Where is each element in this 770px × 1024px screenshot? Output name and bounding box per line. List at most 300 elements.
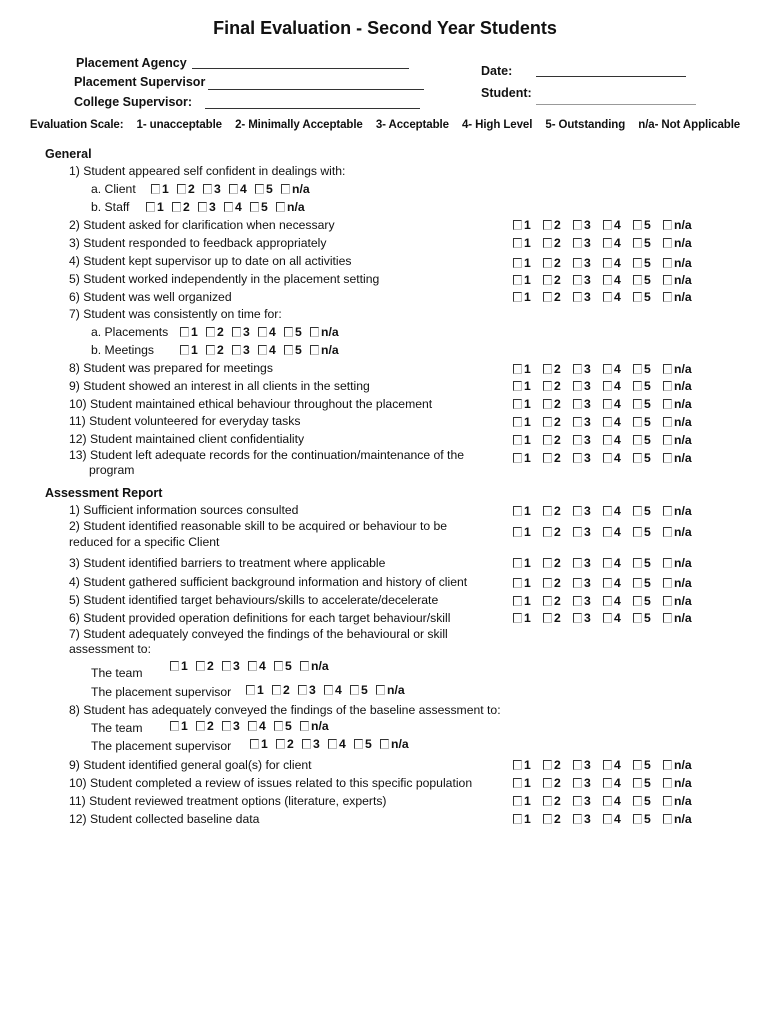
question-text: 3) Student responded to feedback appropriately	[69, 236, 327, 250]
rating-checkbox[interactable]	[663, 364, 672, 374]
rating-option-label: 5	[295, 343, 302, 357]
rating-checkbox[interactable]	[663, 381, 672, 391]
rating-checkbox[interactable]	[573, 238, 582, 248]
rating-checkbox[interactable]	[248, 721, 257, 731]
rating-checkbox[interactable]	[513, 275, 522, 285]
rating-checkbox[interactable]	[196, 661, 205, 671]
rating-checkbox[interactable]	[633, 796, 642, 806]
rating-option-label: 5	[644, 812, 651, 826]
evaluation-scale	[0, 119, 770, 131]
rating-checkbox[interactable]	[603, 796, 612, 806]
rating-option-label: n/a	[321, 343, 339, 357]
rating-option	[663, 556, 692, 570]
rating-checkbox[interactable]	[513, 381, 522, 391]
rating-option	[663, 433, 692, 447]
rating-checkbox[interactable]	[146, 202, 155, 212]
rating-checkbox[interactable]	[350, 685, 359, 695]
rating-checkbox[interactable]	[258, 345, 267, 355]
rating-row	[146, 200, 309, 214]
rating-checkbox[interactable]	[513, 417, 522, 427]
rating-row	[513, 290, 696, 304]
rating-checkbox[interactable]	[603, 814, 612, 824]
rating-option	[573, 397, 599, 411]
rating-checkbox[interactable]	[633, 613, 642, 623]
rating-checkbox[interactable]	[513, 364, 522, 374]
rating-checkbox[interactable]	[246, 685, 255, 695]
rating-checkbox[interactable]	[224, 202, 233, 212]
rating-checkbox[interactable]	[196, 721, 205, 731]
rating-option	[633, 758, 659, 772]
rating-checkbox[interactable]	[603, 558, 612, 568]
rating-checkbox[interactable]	[603, 292, 612, 302]
rating-checkbox[interactable]	[573, 399, 582, 409]
rating-checkbox[interactable]	[206, 327, 215, 337]
rating-option-label: n/a	[674, 776, 692, 790]
rating-row	[513, 594, 696, 608]
rating-checkbox[interactable]	[603, 760, 612, 770]
rating-option	[573, 794, 599, 808]
rating-option-label: 4	[259, 719, 266, 733]
rating-checkbox[interactable]	[543, 613, 552, 623]
rating-option	[180, 325, 202, 339]
rating-checkbox[interactable]	[663, 238, 672, 248]
rating-checkbox[interactable]	[603, 417, 612, 427]
rating-checkbox[interactable]	[633, 435, 642, 445]
rating-option-label: 4	[614, 812, 621, 826]
rating-option-label: 2	[554, 776, 561, 790]
rating-checkbox[interactable]	[310, 345, 319, 355]
rating-checkbox[interactable]	[603, 275, 612, 285]
rating-checkbox[interactable]	[513, 453, 522, 463]
rating-option	[603, 218, 629, 232]
rating-checkbox[interactable]	[663, 435, 672, 445]
rating-checkbox[interactable]	[198, 202, 207, 212]
rating-checkbox[interactable]	[250, 739, 259, 749]
rating-option	[513, 218, 539, 232]
rating-option	[663, 379, 692, 393]
rating-row	[513, 379, 696, 393]
placement-supervisor-field[interactable]	[208, 89, 424, 90]
rating-checkbox[interactable]	[203, 184, 212, 194]
rating-checkbox[interactable]	[206, 345, 215, 355]
rating-option-label: 5	[644, 273, 651, 287]
rating-checkbox[interactable]	[633, 292, 642, 302]
rating-option-label: 2	[554, 415, 561, 429]
rating-checkbox[interactable]	[513, 760, 522, 770]
rating-checkbox[interactable]	[603, 506, 612, 516]
rating-checkbox[interactable]	[513, 435, 522, 445]
rating-option	[513, 236, 539, 250]
rating-checkbox[interactable]	[603, 778, 612, 788]
rating-checkbox[interactable]	[603, 220, 612, 230]
rating-checkbox[interactable]	[513, 796, 522, 806]
rating-checkbox[interactable]	[513, 399, 522, 409]
rating-checkbox[interactable]	[298, 685, 307, 695]
rating-checkbox[interactable]	[573, 292, 582, 302]
rating-checkbox[interactable]	[513, 814, 522, 824]
rating-option-label: 2	[283, 683, 290, 697]
college-supervisor-label: College Supervisor:	[74, 95, 193, 109]
rating-checkbox[interactable]	[633, 275, 642, 285]
rating-option-label: 1	[524, 273, 531, 287]
college-supervisor-field[interactable]	[205, 108, 420, 109]
rating-option	[663, 218, 692, 232]
rating-option	[151, 182, 173, 196]
rating-checkbox[interactable]	[603, 238, 612, 248]
rating-checkbox[interactable]	[633, 238, 642, 248]
rating-checkbox[interactable]	[222, 721, 231, 731]
student-field[interactable]	[536, 104, 696, 105]
rating-option-label: 2	[183, 200, 190, 214]
rating-checkbox[interactable]	[543, 814, 552, 824]
rating-row	[513, 433, 696, 447]
rating-row	[513, 556, 696, 570]
rating-checkbox[interactable]	[633, 506, 642, 516]
rating-checkbox[interactable]	[513, 613, 522, 623]
rating-checkbox[interactable]	[543, 778, 552, 788]
rating-checkbox[interactable]	[258, 327, 267, 337]
rating-checkbox[interactable]	[603, 364, 612, 374]
rating-option	[206, 325, 228, 339]
rating-checkbox[interactable]	[276, 202, 285, 212]
rating-checkbox[interactable]	[573, 760, 582, 770]
rating-option-label: n/a	[674, 397, 692, 411]
rating-option-label: 3	[584, 379, 591, 393]
rating-checkbox[interactable]	[172, 202, 181, 212]
rating-checkbox[interactable]	[543, 381, 552, 391]
rating-checkbox[interactable]	[573, 558, 582, 568]
rating-option	[543, 812, 569, 826]
rating-option	[663, 611, 692, 625]
rating-option	[198, 200, 220, 214]
rating-checkbox[interactable]	[543, 506, 552, 516]
rating-option-label: 4	[614, 611, 621, 625]
rating-checkbox[interactable]	[603, 453, 612, 463]
rating-option	[380, 737, 409, 751]
rating-option-label: 1	[524, 504, 531, 518]
rating-checkbox[interactable]	[603, 435, 612, 445]
rating-option-label: 2	[217, 343, 224, 357]
rating-option	[274, 659, 296, 673]
rating-checkbox[interactable]	[180, 327, 189, 337]
rating-option-label: 1	[524, 594, 531, 608]
rating-checkbox[interactable]	[573, 364, 582, 374]
rating-checkbox[interactable]	[274, 721, 283, 731]
rating-option-label: 3	[584, 236, 591, 250]
rating-checkbox[interactable]	[513, 778, 522, 788]
rating-checkbox[interactable]	[543, 364, 552, 374]
question-text: a. Client	[91, 182, 136, 196]
rating-checkbox[interactable]	[663, 814, 672, 824]
rating-option-label: 1	[524, 576, 531, 590]
rating-option	[513, 794, 539, 808]
rating-option-label: 4	[614, 236, 621, 250]
rating-option	[663, 256, 692, 270]
rating-checkbox[interactable]	[543, 238, 552, 248]
rating-checkbox[interactable]	[232, 327, 241, 337]
rating-checkbox[interactable]	[663, 258, 672, 268]
rating-checkbox[interactable]	[543, 527, 552, 537]
rating-checkbox[interactable]	[633, 760, 642, 770]
rating-checkbox[interactable]	[543, 558, 552, 568]
rating-option	[196, 659, 218, 673]
rating-option-label: 4	[614, 776, 621, 790]
rating-option	[603, 451, 629, 465]
rating-checkbox[interactable]	[663, 578, 672, 588]
rating-checkbox[interactable]	[272, 685, 281, 695]
rating-checkbox[interactable]	[603, 381, 612, 391]
rating-option-label: 1	[524, 556, 531, 570]
rating-checkbox[interactable]	[543, 578, 552, 588]
rating-checkbox[interactable]	[513, 558, 522, 568]
rating-checkbox[interactable]	[513, 506, 522, 516]
rating-option-label: 2	[554, 362, 561, 376]
rating-checkbox[interactable]	[232, 345, 241, 355]
rating-option-label: 3	[584, 525, 591, 539]
rating-option	[513, 273, 539, 287]
rating-checkbox[interactable]	[513, 220, 522, 230]
rating-checkbox[interactable]	[543, 760, 552, 770]
scale-item: 1- unacceptable	[136, 119, 222, 131]
rating-checkbox[interactable]	[248, 661, 257, 671]
rating-option	[573, 758, 599, 772]
rating-option	[248, 719, 270, 733]
rating-checkbox[interactable]	[284, 345, 293, 355]
rating-checkbox[interactable]	[543, 435, 552, 445]
rating-checkbox[interactable]	[633, 527, 642, 537]
rating-option-label: 5	[644, 256, 651, 270]
rating-option-label: 4	[614, 433, 621, 447]
rating-option-label: n/a	[674, 594, 692, 608]
question-text: 3) Student identified barriers to treatment where applicable	[69, 556, 386, 570]
rating-option	[543, 594, 569, 608]
rating-checkbox[interactable]	[543, 417, 552, 427]
rating-checkbox[interactable]	[302, 739, 311, 749]
rating-option	[633, 379, 659, 393]
rating-checkbox[interactable]	[170, 721, 179, 731]
rating-checkbox[interactable]	[603, 596, 612, 606]
question-text: The placement supervisor	[91, 685, 232, 699]
rating-option	[276, 200, 305, 214]
rating-option	[633, 576, 659, 590]
rating-checkbox[interactable]	[603, 258, 612, 268]
rating-checkbox[interactable]	[573, 275, 582, 285]
rating-checkbox[interactable]	[603, 578, 612, 588]
rating-option-label: n/a	[674, 504, 692, 518]
rating-checkbox[interactable]	[543, 796, 552, 806]
rating-checkbox[interactable]	[300, 661, 309, 671]
rating-checkbox[interactable]	[276, 739, 285, 749]
rating-option-label: 5	[644, 451, 651, 465]
rating-option	[633, 397, 659, 411]
rating-checkbox[interactable]	[633, 453, 642, 463]
rating-checkbox[interactable]	[573, 814, 582, 824]
rating-checkbox[interactable]	[543, 596, 552, 606]
rating-checkbox[interactable]	[633, 558, 642, 568]
rating-checkbox[interactable]	[663, 527, 672, 537]
rating-checkbox[interactable]	[255, 184, 264, 194]
rating-option	[543, 504, 569, 518]
rating-option-label: 3	[233, 719, 240, 733]
rating-checkbox[interactable]	[573, 506, 582, 516]
rating-checkbox[interactable]	[663, 453, 672, 463]
rating-checkbox[interactable]	[543, 275, 552, 285]
rating-row	[513, 236, 696, 250]
rating-checkbox[interactable]	[513, 258, 522, 268]
rating-checkbox[interactable]	[281, 184, 290, 194]
rating-option	[170, 659, 192, 673]
rating-checkbox[interactable]	[543, 258, 552, 268]
rating-checkbox[interactable]	[663, 399, 672, 409]
rating-option-label: n/a	[391, 737, 409, 751]
rating-checkbox[interactable]	[380, 739, 389, 749]
rating-row	[513, 415, 696, 429]
rating-checkbox[interactable]	[663, 760, 672, 770]
rating-option-label: 1	[191, 325, 198, 339]
rating-option	[603, 776, 629, 790]
rating-checkbox[interactable]	[663, 275, 672, 285]
placement-agency-field[interactable]	[192, 68, 409, 69]
rating-checkbox[interactable]	[603, 399, 612, 409]
rating-option	[513, 379, 539, 393]
rating-option-label: 2	[554, 290, 561, 304]
rating-checkbox[interactable]	[274, 661, 283, 671]
rating-checkbox[interactable]	[633, 778, 642, 788]
rating-checkbox[interactable]	[573, 527, 582, 537]
rating-checkbox[interactable]	[603, 613, 612, 623]
rating-checkbox[interactable]	[310, 327, 319, 337]
rating-option	[513, 433, 539, 447]
rating-checkbox[interactable]	[663, 613, 672, 623]
rating-option	[603, 415, 629, 429]
rating-checkbox[interactable]	[229, 184, 238, 194]
rating-checkbox[interactable]	[328, 739, 337, 749]
rating-checkbox[interactable]	[151, 184, 160, 194]
question-text: The team	[91, 721, 143, 735]
question-text: 9) Student identified general goal(s) for client	[69, 758, 312, 772]
rating-option	[543, 379, 569, 393]
rating-option	[302, 737, 324, 751]
rating-checkbox[interactable]	[573, 778, 582, 788]
rating-checkbox[interactable]	[573, 796, 582, 806]
question-text: 7) Student adequately conveyed the findings of the behavioural or skill	[69, 627, 448, 641]
rating-checkbox[interactable]	[633, 596, 642, 606]
rating-option	[633, 256, 659, 270]
rating-checkbox[interactable]	[663, 292, 672, 302]
rating-row	[151, 182, 314, 196]
rating-option	[633, 611, 659, 625]
rating-checkbox[interactable]	[513, 527, 522, 537]
question-text: 12) Student collected baseline data	[69, 812, 260, 826]
rating-checkbox[interactable]	[180, 345, 189, 355]
rating-checkbox[interactable]	[573, 453, 582, 463]
rating-checkbox[interactable]	[573, 596, 582, 606]
rating-checkbox[interactable]	[513, 578, 522, 588]
rating-option	[633, 556, 659, 570]
rating-option-label: 4	[240, 182, 247, 196]
rating-option	[633, 236, 659, 250]
rating-checkbox[interactable]	[543, 220, 552, 230]
rating-checkbox[interactable]	[513, 238, 522, 248]
rating-checkbox[interactable]	[633, 381, 642, 391]
rating-checkbox[interactable]	[300, 721, 309, 731]
rating-checkbox[interactable]	[250, 202, 259, 212]
rating-checkbox[interactable]	[513, 596, 522, 606]
rating-option	[250, 737, 272, 751]
rating-option	[663, 273, 692, 287]
rating-checkbox[interactable]	[543, 292, 552, 302]
rating-checkbox[interactable]	[633, 814, 642, 824]
rating-option-label: 4	[269, 325, 276, 339]
rating-checkbox[interactable]	[573, 381, 582, 391]
rating-option-label: 5	[266, 182, 273, 196]
rating-row	[513, 525, 696, 539]
rating-checkbox[interactable]	[573, 578, 582, 588]
rating-checkbox[interactable]	[177, 184, 186, 194]
rating-option-label: 1	[261, 737, 268, 751]
rating-row	[513, 576, 696, 590]
rating-checkbox[interactable]	[573, 220, 582, 230]
rating-row	[513, 451, 696, 465]
rating-checkbox[interactable]	[663, 417, 672, 427]
rating-option-label: 4	[614, 218, 621, 232]
rating-option	[633, 451, 659, 465]
rating-checkbox[interactable]	[633, 220, 642, 230]
rating-checkbox[interactable]	[284, 327, 293, 337]
date-field[interactable]	[536, 76, 686, 77]
rating-option	[513, 362, 539, 376]
rating-checkbox[interactable]	[354, 739, 363, 749]
rating-checkbox[interactable]	[324, 685, 333, 695]
rating-option	[603, 362, 629, 376]
rating-checkbox[interactable]	[663, 796, 672, 806]
rating-checkbox[interactable]	[513, 292, 522, 302]
rating-checkbox[interactable]	[633, 578, 642, 588]
rating-option	[633, 812, 659, 826]
rating-option	[543, 273, 569, 287]
rating-checkbox[interactable]	[543, 453, 552, 463]
rating-checkbox[interactable]	[603, 527, 612, 537]
rating-checkbox[interactable]	[573, 258, 582, 268]
rating-checkbox[interactable]	[663, 778, 672, 788]
rating-option	[573, 525, 599, 539]
rating-checkbox[interactable]	[573, 435, 582, 445]
rating-checkbox[interactable]	[663, 506, 672, 516]
rating-option-label: 2	[554, 218, 561, 232]
rating-option-label: 2	[188, 182, 195, 196]
rating-option-label: 2	[554, 812, 561, 826]
rating-option	[573, 504, 599, 518]
rating-checkbox[interactable]	[170, 661, 179, 671]
rating-checkbox[interactable]	[633, 399, 642, 409]
rating-checkbox[interactable]	[573, 417, 582, 427]
rating-checkbox[interactable]	[633, 364, 642, 374]
rating-checkbox[interactable]	[543, 399, 552, 409]
rating-row	[180, 325, 343, 339]
rating-row	[513, 758, 696, 772]
rating-checkbox[interactable]	[222, 661, 231, 671]
rating-checkbox[interactable]	[663, 558, 672, 568]
rating-checkbox[interactable]	[663, 596, 672, 606]
rating-checkbox[interactable]	[633, 417, 642, 427]
rating-option	[229, 182, 251, 196]
rating-checkbox[interactable]	[633, 258, 642, 268]
rating-option	[255, 182, 277, 196]
rating-option-label: 3	[584, 556, 591, 570]
rating-checkbox[interactable]	[573, 613, 582, 623]
rating-checkbox[interactable]	[376, 685, 385, 695]
rating-checkbox[interactable]	[663, 220, 672, 230]
